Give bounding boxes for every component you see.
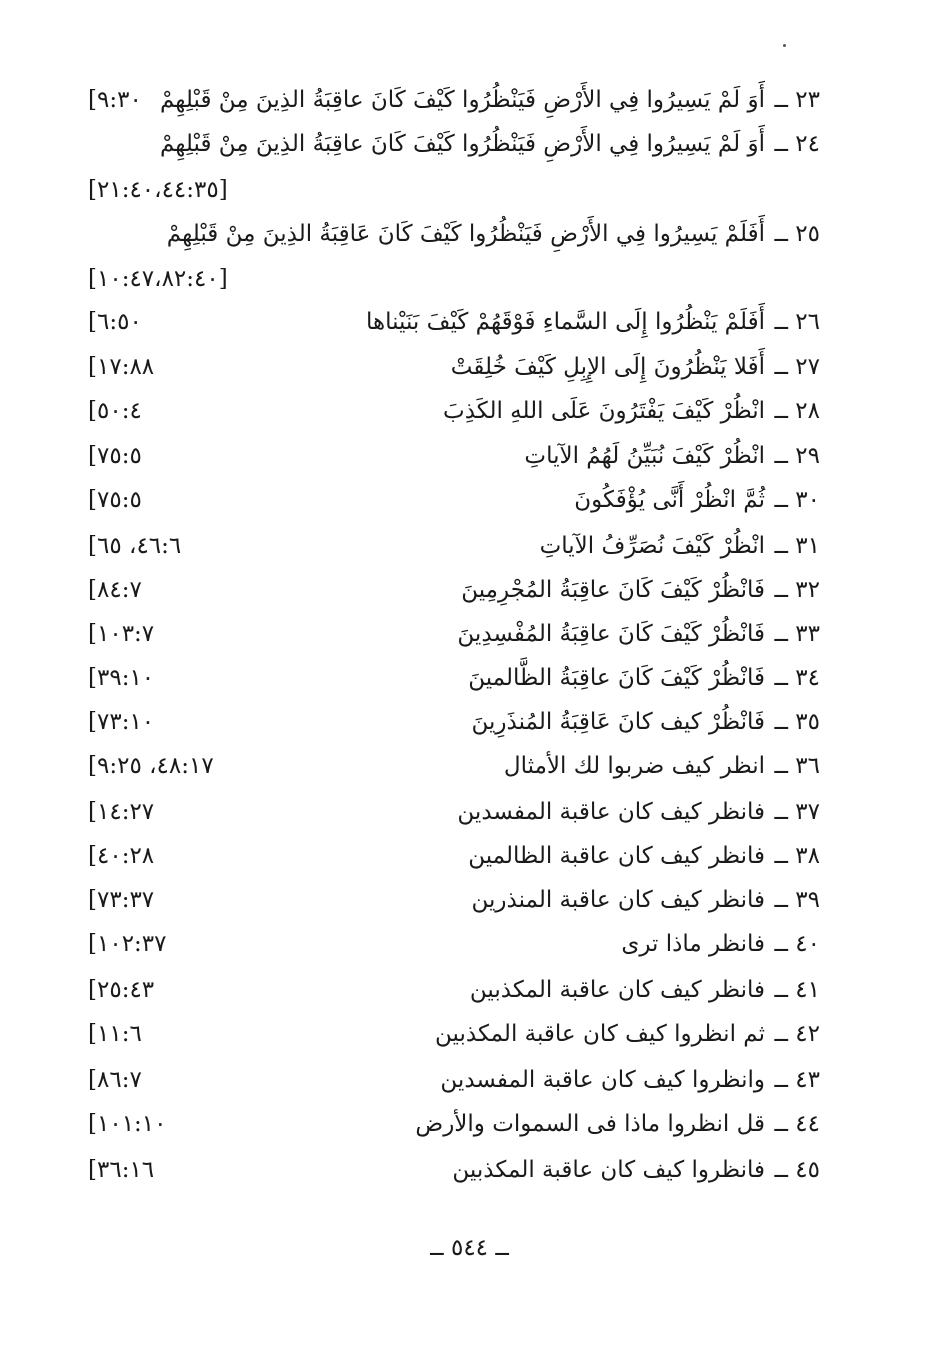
entry-number: ٤٠ ــ <box>774 931 820 957</box>
verse-text: ثم انظروا كيف كان عاقبة المكذبين <box>435 1021 765 1047</box>
entry-number: ٤٣ ــ <box>774 1067 820 1093</box>
verse-text: أَوَ لَمْ يَسِيرُوا فِي الأَرْضِ فَيَنْظُرُوا كَيْفَ كَانَ عاقِبَةُ الذِينَ مِنْ قَبْلِهِمْ <box>159 131 765 157</box>
entry-number: ٢٤ ــ <box>774 131 820 157</box>
entry-row <box>80 612 820 656</box>
entry-number: ٢٦ ــ <box>774 309 820 335</box>
entry-row <box>80 389 820 433</box>
entry-row <box>80 1148 820 1192</box>
verse-reference: [٤٨:١٧، ٩:٢٥ <box>88 753 214 779</box>
entry-number: ٢٥ ــ <box>774 221 820 247</box>
entry-row <box>80 434 820 478</box>
verse-reference: [١٠٢:٣٧ <box>88 931 167 957</box>
verse-reference: [٥٠:٤ <box>88 398 142 424</box>
verse-reference: [١٠٣:٧ <box>88 621 155 647</box>
entry-number: ٣٣ ــ <box>774 621 820 647</box>
verse-reference: [١١:٦ <box>88 1021 142 1047</box>
entry-row <box>80 878 820 922</box>
entry-number: ٣٨ ــ <box>774 843 820 869</box>
verse-reference: [٤٦:٦، ٦٥ <box>88 533 182 559</box>
verse-reference: [٣٩:١٠ <box>88 665 155 691</box>
verse-text: فانظر كيف كان عاقبة المفسدين <box>457 799 765 825</box>
entry-number: ٣٩ ــ <box>774 887 820 913</box>
verse-reference: [١٠:٤٧،٨٢:٤٠] <box>88 266 228 292</box>
entry-row <box>80 656 820 700</box>
entry-row <box>80 122 820 166</box>
entry-row <box>80 78 820 122</box>
entry-number: ٢٩ ــ <box>774 443 820 469</box>
entry-row <box>80 922 820 966</box>
verse-text: انْظُرْ كَيْفَ نُصَرِّفُ الآياتِ <box>539 533 765 559</box>
entry-row <box>80 524 820 568</box>
entry-row <box>80 568 820 612</box>
entry-row <box>80 212 820 256</box>
verse-text: أَفَلا يَنْظُرُونَ إِلَى الإِبِلِ كَيْفَ خُلِقَتْ <box>450 354 765 380</box>
entry-row <box>80 744 820 788</box>
verse-text: فَانْظُرْ كَيْفَ كَانَ عاقِبَةُ المُجْرِمِينَ <box>461 577 765 603</box>
entry-number: ٤٥ ــ <box>774 1157 820 1183</box>
entry-row <box>80 700 820 744</box>
verse-text: انْظُرْ كَيْفَ يَفْتَرُونَ عَلَى اللهِ الكَذِبَ <box>443 398 765 424</box>
verse-text: فَانْظُرْ كَيْفَ كَانَ عاقِبَةُ المُفْسِدِينَ <box>457 621 765 647</box>
verse-text: انْظُرْ كَيْفَ نُبَيِّنُ لَهُمُ الآياتِ <box>524 443 765 469</box>
verse-reference: [٢١:٤٠،٤٤:٣٥] <box>88 177 228 203</box>
entry-number: ٤٢ ــ <box>774 1021 820 1047</box>
entry-row <box>80 1012 820 1056</box>
verse-text: وانظروا كيف كان عاقبة المفسدين <box>440 1067 765 1093</box>
entry-row <box>80 968 820 1012</box>
entry-number: ٤١ ــ <box>774 977 820 1003</box>
verse-reference: [٩:٣٠ <box>88 87 142 113</box>
entry-row <box>80 478 820 522</box>
verse-text: انظر كيف ضربوا لك الأمثال <box>503 753 765 779</box>
speck-mark <box>783 44 786 47</box>
verse-text: فانظر كيف كان عاقبة المكذبين <box>469 977 765 1003</box>
entry-number: ٣٠ ــ <box>774 487 820 513</box>
verse-text: أَوَ لَمْ يَسِيرُوا فِي الأَرْضِ فَيَنْظُرُوا كَيْفَ كَانَ عاقِبَةُ الذِينَ مِنْ قَبْلِهِمْ <box>159 87 765 113</box>
page-number: ــ ٥٤٤ ــ <box>430 1235 509 1261</box>
verse-text: فَانْظُرْ كَيْفَ كَانَ عاقِبَةُ الظَّالمينَ <box>468 665 765 691</box>
entry-number: ٣١ ــ <box>774 533 820 559</box>
verse-text: ثُمَّ انْظُرْ أَنَّى يُؤْفَكُونَ <box>574 487 765 513</box>
verse-text: قل انظروا ماذا فى السموات والأرض <box>415 1111 765 1137</box>
entry-row <box>80 345 820 389</box>
entry-row <box>80 300 820 344</box>
verse-reference: [٧٣:٣٧ <box>88 887 155 913</box>
verse-reference: [١٠١:١٠ <box>88 1111 167 1137</box>
verse-reference: [١٤:٢٧ <box>88 799 155 825</box>
entry-number: ٢٣ ــ <box>774 87 820 113</box>
verse-reference: [٨٦:٧ <box>88 1067 142 1093</box>
entry-number: ٣٧ ــ <box>774 799 820 825</box>
entry-row <box>80 790 820 834</box>
entry-row <box>80 834 820 878</box>
entry-number: ٣٢ ــ <box>774 577 820 603</box>
verse-reference: [٧٣:١٠ <box>88 709 155 735</box>
verse-reference: [٧٥:٥ <box>88 443 142 469</box>
verse-text: أَفَلَمْ يَنْظُرُوا إِلَى السَّماءِ فَوْقَهُمْ كَيْفَ بَنَيْناها <box>365 309 765 335</box>
entry-number: ٢٨ ــ <box>774 398 820 424</box>
verse-text: فانظر كيف كان عاقبة المنذرين <box>471 887 765 913</box>
entry-number: ٣٥ ــ <box>774 709 820 735</box>
entry-number: ٣٤ ــ <box>774 665 820 691</box>
verse-reference: [٣٦:١٦ <box>88 1157 155 1183</box>
entry-number: ٣٦ ــ <box>774 753 820 779</box>
verse-text: فَانْظُرْ كيف كانَ عَاقِبَةُ المُنذَرِينَ <box>471 709 765 735</box>
entry-row <box>80 1058 820 1102</box>
verse-reference: [٧٥:٥ <box>88 487 142 513</box>
verse-text: أَفَلَمْ يَسِيرُوا فِي الأَرْضِ فَيَنْظُرُوا كَيْفَ كَانَ عَاقِبَةُ الذِينَ مِنْ قَبْلِهِمْ <box>166 221 765 247</box>
verse-reference: [١٧:٨٨ <box>88 354 155 380</box>
verse-text: فانظر كيف كان عاقبة الظالمين <box>468 843 765 869</box>
verse-text: فانظر ماذا ترى <box>621 931 765 957</box>
entry-row <box>80 1102 820 1146</box>
verse-reference: [٢٥:٤٣ <box>88 977 155 1003</box>
verse-text: فانظروا كيف كان عاقبة المكذبين <box>452 1157 765 1183</box>
verse-reference: [٤٠:٢٨ <box>88 843 155 869</box>
verse-reference: [٦:٥٠ <box>88 309 142 335</box>
verse-reference: [٨٤:٧ <box>88 577 142 603</box>
entry-number: ٢٧ ــ <box>774 354 820 380</box>
entry-number: ٤٤ ــ <box>774 1111 820 1137</box>
